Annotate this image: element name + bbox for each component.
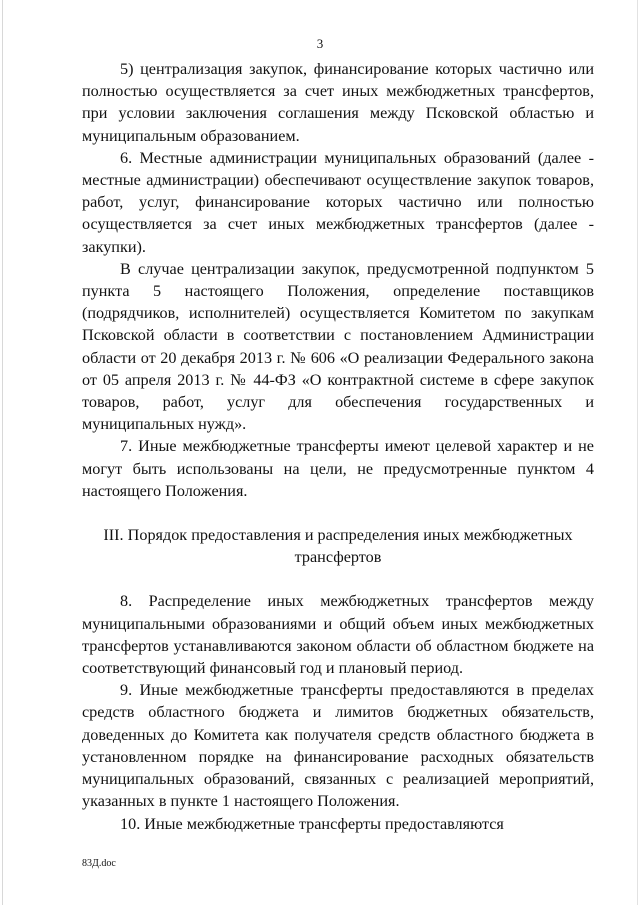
footer-filename: 83Д.doc bbox=[82, 858, 116, 869]
section-heading-line-1: III. Порядок предоставления и распределения иных межбюджетных bbox=[103, 526, 573, 545]
page-edge-right bbox=[637, 0, 638, 905]
paragraph-item-8-distribution: 8. Распределение иных межбюджетных трансфертов между муниципальными образованиями и общий объем иных межбюджетных трансфертов устанавливаются законом области об областном бюджете на соответствующий финансовый год и плановый период. bbox=[82, 592, 594, 678]
paragraph-item-9-provision: 9. Иные межбюджетные трансферты предоставляются в пределах средств областного бюджета и лимитов бюджетных обязательств, доведенных до Комитета как получателя средств областного бюджета в установленном порядке на финансирование расходных обязательств муниципальных образований, связанных с реализацией мероприятий, указанных в пункте 1 настоящего Положения. bbox=[82, 681, 594, 811]
paragraph-item-5-centralization: 5) централизация закупок, финансирование которых частично или полностью осуществляется за счет иных межбюджетных трансфертов, при условии заключения соглашения между Псковской областью и муниципальным образованием. bbox=[82, 60, 594, 145]
paragraph-item-7-target-character: 7. Иные межбюджетные трансферты имеют целевой характер и не могут быть использованы на цели, не предусмотренные пунктом 4 настоящего Положения. bbox=[82, 437, 594, 500]
paragraph-centralization-procurement: В случае централизации закупок, предусмотренной подпунктом 5 пункта 5 настоящего Положения, определение поставщиков (подрядчиков, исполнителей) осуществляется Комитетом по закупкам Псковской области в соответствии с постановлением Администрации области от 20 декабря 2013 г. № 606 «О реализации Федерального закона от 05 апреля 2013 г. № 44-ФЗ «О контрактной системе в сфере закупок товаров, работ, услуг для обеспечения государственных и муниципальных нужд». bbox=[82, 259, 594, 434]
paragraph-item-6-local-administrations: 6. Местные администрации муниципальных образований (далее - местные администрации) обеспечивают осуществление закупок товаров, работ, услуг, финансирование которых частично или полностью осуществляется за счет иных межбюджетных трансфертов (далее - закупки). bbox=[82, 148, 594, 256]
document-body bbox=[82, 58, 594, 835]
section-heading-line-2: трансфертов bbox=[294, 548, 382, 567]
page-number: 3 bbox=[316, 36, 324, 51]
spacer bbox=[82, 502, 594, 524]
spacer bbox=[82, 568, 594, 590]
paragraph-item-10-partial: 10. Иные межбюджетные трансферты предоставляются bbox=[120, 814, 504, 833]
page-edge-left bbox=[2, 0, 3, 905]
